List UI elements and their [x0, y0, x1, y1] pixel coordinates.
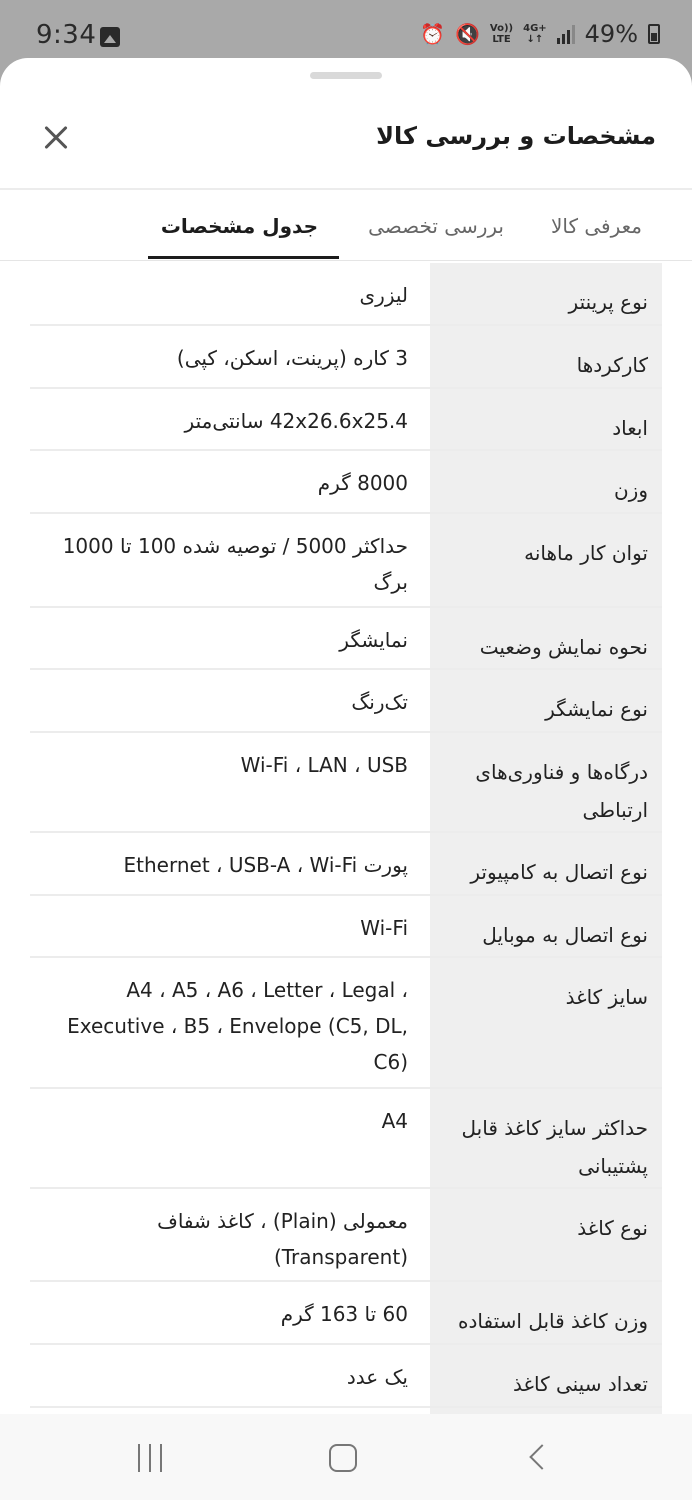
- table-row: [30, 608, 662, 670]
- signal-icon: [557, 24, 575, 44]
- table-row: [30, 670, 662, 733]
- table-row: [30, 733, 662, 833]
- spec-value: 3 کاره (پرینت، اسکن، کپی): [176, 346, 408, 370]
- status-bar: [0, 0, 692, 56]
- table-row: [30, 451, 662, 514]
- gallery-icon: [100, 27, 120, 47]
- spec-value: 60 تا 163 گرم: [280, 1302, 408, 1326]
- tabs-divider: [0, 260, 692, 261]
- spec-label: نوع اتصال به موبایل: [430, 896, 662, 956]
- active-tab-indicator: [148, 256, 339, 259]
- sheet-title: مشخصات و بررسی کالا: [376, 122, 656, 150]
- spec-value: تک‌رنگ: [351, 690, 408, 714]
- data-type-label: 4G+: [523, 23, 547, 34]
- table-row: [30, 1345, 662, 1408]
- spec-label: نوع کاغذ: [430, 1189, 662, 1280]
- bottom-sheet: [0, 58, 692, 1414]
- navigation-bar: [0, 1414, 692, 1500]
- tab-intro[interactable]: معرفی کالا: [550, 214, 642, 238]
- volte-icon: [490, 23, 513, 45]
- drag-handle[interactable]: [310, 72, 382, 79]
- tab-specs[interactable]: جدول مشخصات: [160, 214, 318, 238]
- spec-value: A4 ، A5 ، A6 ، Letter ، Legal ، Executive ، B5 ، Envelope (C5, DL, C6): [67, 978, 408, 1074]
- spec-table: [30, 263, 662, 1414]
- back-icon[interactable]: [529, 1444, 554, 1469]
- spec-value: معمولی (Plain) ، کاغذ شفاف (Transparent): [157, 1209, 408, 1269]
- alarm-icon: ⏰: [420, 22, 445, 46]
- spec-label: نوع نمایشگر: [430, 670, 662, 731]
- spec-label: سایز کاغذ: [430, 958, 662, 1087]
- spec-value: Wi-Fi: [360, 916, 408, 940]
- spec-value: 42x26.6x25.4 سانتی‌متر: [184, 409, 408, 433]
- table-row: [30, 833, 662, 896]
- table-row: [30, 326, 662, 389]
- spec-value: 8000 گرم: [317, 471, 408, 495]
- battery-percent: 49%: [584, 20, 638, 48]
- spec-label: نحوه نمایش وضعیت: [430, 608, 662, 668]
- close-button[interactable]: [38, 118, 78, 158]
- recents-icon[interactable]: [136, 1444, 164, 1472]
- table-row: [30, 1189, 662, 1282]
- table-row: [30, 389, 662, 451]
- table-row: [30, 958, 662, 1089]
- spec-value: Wi-Fi ، LAN ، USB: [240, 753, 408, 777]
- spec-label: حداکثر سایز کاغذ قابل پشتیبانی: [430, 1089, 662, 1187]
- spec-label: نوع اتصال به کامپیوتر: [430, 833, 662, 894]
- mute-icon: 🔇: [455, 22, 480, 46]
- status-time: 9:34: [36, 20, 97, 50]
- spec-value: یک عدد: [346, 1365, 408, 1389]
- spec-value: A4: [381, 1109, 408, 1133]
- spec-label: تعداد سینی کاغذ: [430, 1345, 662, 1406]
- table-row: [30, 514, 662, 608]
- 4g-icon: 4G+ ↓↑: [523, 23, 547, 45]
- tab-review[interactable]: بررسی تخصصی: [368, 214, 504, 238]
- table-row: [30, 263, 662, 326]
- table-row: [30, 896, 662, 958]
- spec-label: وزن: [430, 451, 662, 512]
- table-row: [30, 1282, 662, 1345]
- volte-bottom: LTE: [492, 34, 511, 45]
- battery-icon: [648, 24, 660, 44]
- spec-label: ابعاد: [430, 389, 662, 449]
- home-icon[interactable]: [329, 1444, 357, 1472]
- tab-bar: [0, 190, 692, 262]
- status-icons: [420, 20, 660, 48]
- spec-label: وزن کاغذ قابل استفاده: [430, 1282, 662, 1343]
- spec-value: لیزری: [359, 283, 408, 307]
- spec-value: حداکثر 5000 / توصیه شده 100 تا 1000 برگ: [62, 534, 408, 594]
- volte-top: Vo)): [489, 23, 514, 34]
- spec-label: کارکردها: [430, 326, 662, 387]
- spec-label: نوع پرینتر: [430, 263, 662, 324]
- spec-label: توان کار ماهانه: [430, 514, 662, 606]
- table-row: [30, 1089, 662, 1189]
- spec-label: درگاه‌ها و فناوری‌های ارتباطی: [430, 733, 662, 831]
- spec-value: پورت Ethernet ، USB-A ، Wi-Fi: [123, 853, 408, 877]
- spec-value: نمایشگر: [339, 628, 408, 652]
